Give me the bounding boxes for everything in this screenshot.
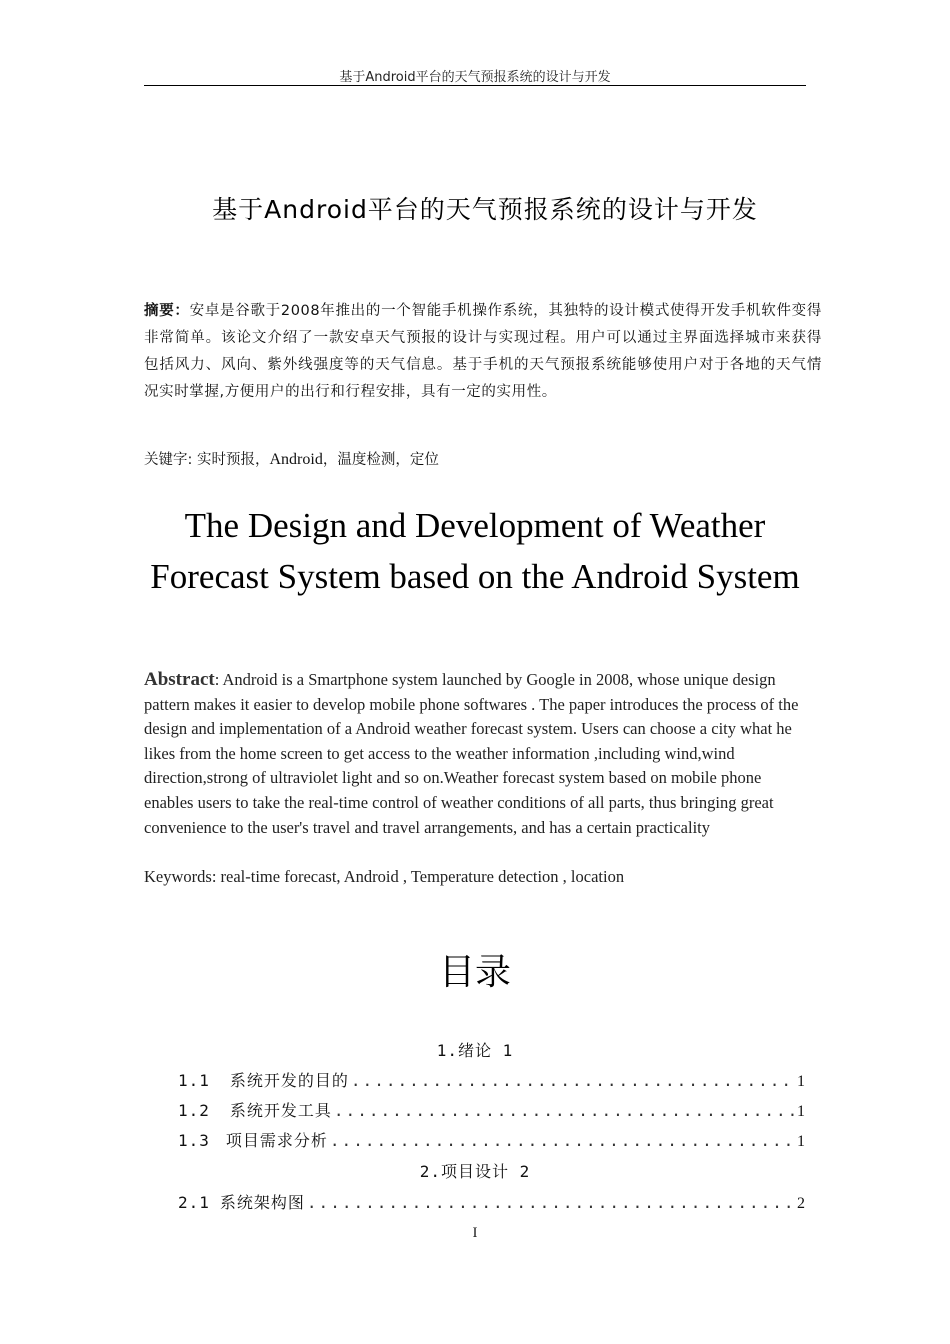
page-number: I bbox=[472, 1225, 478, 1241]
english-abstract-label: Abstract bbox=[144, 669, 215, 690]
english-title-line2: Forecast System based on the Android System bbox=[150, 557, 800, 596]
chinese-keywords-android: Android bbox=[269, 451, 323, 468]
chinese-title: 基于Android平台的天气预报系统的设计与开发 bbox=[212, 195, 758, 224]
toc-entry-1-2[interactable] bbox=[178, 1098, 806, 1121]
toc-entry-1-1[interactable] bbox=[178, 1068, 806, 1091]
chinese-abstract bbox=[144, 298, 822, 406]
toc-entry-page: 1 bbox=[797, 1073, 806, 1090]
english-title-line1: The Design and Development of Weather bbox=[184, 506, 766, 545]
toc-entry-number: 1.2 bbox=[178, 1101, 210, 1120]
toc-leader-dots bbox=[307, 1193, 795, 1212]
toc-entry-text: 系统开发工具 bbox=[229, 1101, 332, 1120]
chinese-keywords-part1: 实时预报， bbox=[197, 452, 270, 468]
toc-entry-page: 2 bbox=[797, 1195, 806, 1212]
running-header: 基于Android平台的天气预报系统的设计与开发 bbox=[339, 70, 611, 85]
toc-entry-number: 1.1 bbox=[178, 1071, 210, 1090]
chinese-keywords-part2: ，温度检测，定位 bbox=[322, 452, 439, 468]
toc-entry-text: 项目需求分析 bbox=[225, 1131, 328, 1150]
toc-chapter-2[interactable]: 2.项目设计 2 bbox=[419, 1162, 531, 1181]
english-title bbox=[134, 500, 816, 602]
toc-entry-1-3[interactable] bbox=[178, 1128, 806, 1151]
chinese-keywords bbox=[144, 448, 806, 469]
toc-entry-text: 系统开发的目的 bbox=[229, 1071, 349, 1090]
header-divider bbox=[144, 85, 806, 86]
chinese-keywords-label: 关键字: bbox=[144, 452, 197, 468]
chinese-abstract-body: 安卓是谷歌于2008年推出的一个智能手机操作系统，其独特的设计模式使得开发手机软件变得非常简单。该论文介绍了一款安卓天气预报的设计与实现过程。用户可以通过主界面选择城市来获得包括风力、风向、紫外线强度等的天气信息。基于手机的天气预报系统能够使用户对于各地的天气情况实时掌握,方便用户的出行和行程安排，具有一定的实用性。 bbox=[144, 303, 822, 400]
chinese-abstract-label: 摘要： bbox=[144, 303, 190, 319]
english-keywords: Keywords: real-time forecast, Android , Temperature detection , location bbox=[144, 867, 625, 886]
english-abstract bbox=[144, 668, 809, 840]
toc-chapter-1[interactable]: 1.绪论 1 bbox=[436, 1041, 514, 1060]
toc-leader-dots bbox=[334, 1101, 795, 1120]
english-abstract-body: : Android is a Smartphone system launched by Google in 2008, whose unique design pattern makes it easier to develop mobile phone softwares . The paper introduces the process of the design and implementation of a Android weather forecast system. Users can choose a city what he likes from the home screen to get access to the weather information ,including wind,wind direction,strong of ultraviolet light and so on.Weather forecast system based on mobile phone enables users to take the real-time control of weather conditions of all parts, thus bringing great convenience to the user's travel and travel arrangements, and has a certain practicality bbox=[144, 670, 799, 837]
toc-title: 目录 bbox=[438, 952, 511, 993]
toc-leader-dots bbox=[351, 1071, 795, 1090]
toc-leader-dots bbox=[330, 1131, 795, 1150]
toc-entry-page: 1 bbox=[797, 1103, 806, 1120]
toc-entry-number: 1.3 bbox=[178, 1131, 210, 1150]
toc-entry-page: 1 bbox=[797, 1133, 806, 1150]
toc-entry-number: 2.1 bbox=[178, 1193, 210, 1212]
toc-entry-2-1[interactable] bbox=[178, 1190, 806, 1213]
toc-entry-text: 系统架构图 bbox=[219, 1193, 305, 1212]
